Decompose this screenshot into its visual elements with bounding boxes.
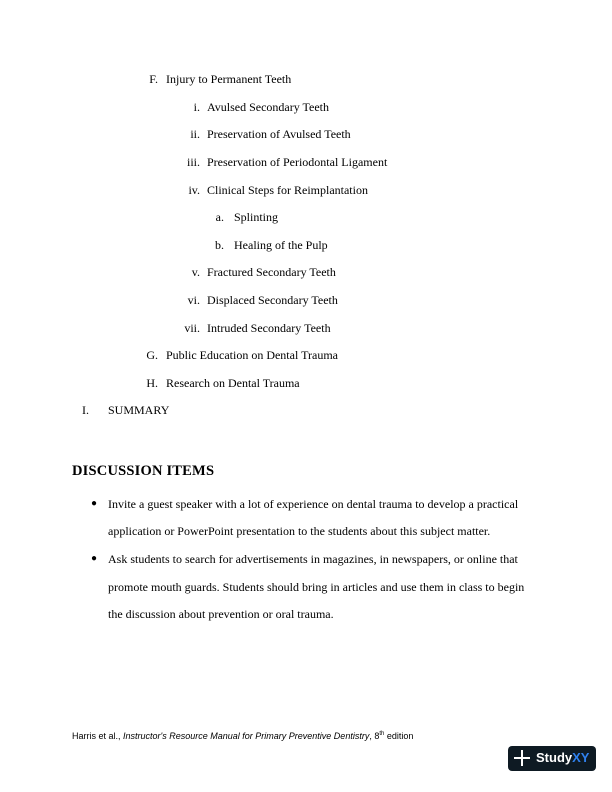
discussion-item-2-line-2: promote mouth guards. Students should bring in articles and use them in class to begin: [108, 580, 525, 594]
outline-marker-iv-b: b.: [215, 238, 224, 252]
discussion-item-1-line-1: Invite a guest speaker with a lot of experience on dental trauma to develop a practical: [108, 497, 519, 511]
outline-item-f-iii: Preservation of Periodontal Ligament: [207, 155, 388, 169]
outline-item-iv-a: Splinting: [234, 210, 279, 224]
outline-marker-h: H.: [146, 376, 158, 390]
discussion-item-2-line-1: Ask students to search for advertisements in magazines, in newspapers, or online that: [108, 552, 518, 566]
outline-marker-f: F.: [149, 72, 158, 86]
discussion-item-1-line-2: application or PowerPoint presentation to the students about this subject matter.: [108, 524, 491, 538]
studyxy-badge[interactable]: [508, 746, 596, 771]
outline-marker-f-vii: vii.: [184, 321, 200, 335]
outline-item-f-iv: Clinical Steps for Reimplantation: [207, 183, 368, 197]
bullet-icon: ●: [91, 498, 98, 509]
footer-separator: , 8: [369, 731, 380, 741]
discussion-item-2-line-3: the discussion about prevention or oral trauma.: [108, 607, 334, 621]
outline-item-f-i: Avulsed Secondary Teeth: [207, 100, 330, 114]
outline-marker-f-v: v.: [191, 265, 200, 279]
outline-marker-f-vi: vi.: [187, 293, 200, 307]
page-footer: [72, 731, 413, 741]
outline-marker-f-ii: ii.: [190, 127, 200, 141]
footer-authors: Harris et al.,: [72, 731, 124, 741]
outline-marker-g: G.: [146, 348, 158, 362]
plus-icon: [514, 750, 530, 766]
footer-edition: edition: [384, 731, 414, 741]
outline-item-f-v: Fractured Secondary Teeth: [207, 265, 336, 279]
outline-item-f-vii: Intruded Secondary Teeth: [207, 321, 331, 335]
outline-item-f-ii: Preservation of Avulsed Teeth: [207, 127, 351, 141]
footer-book-title: Instructor's Resource Manual for Primary Preventive Dentistry: [123, 731, 370, 741]
brand-prefix: Study: [536, 750, 573, 765]
outline-marker-i: I.: [82, 403, 89, 417]
outline-item-f-vi: Displaced Secondary Teeth: [207, 293, 338, 307]
discussion-heading: DISCUSSION ITEMS: [72, 463, 215, 479]
outline-marker-f-iv: iv.: [188, 183, 200, 197]
outline-item-iv-b: Healing of the Pulp: [234, 238, 328, 252]
outline-heading-summary: SUMMARY: [108, 403, 170, 417]
outline-heading-f: Injury to Permanent Teeth: [166, 72, 292, 86]
bullet-icon: ●: [91, 553, 98, 564]
footer-edition-suffix: th: [379, 731, 385, 737]
outline-marker-f-i: i.: [193, 100, 200, 114]
outline-marker-iv-a: a.: [215, 210, 224, 224]
studyxy-logo-text: [536, 750, 589, 765]
outline-marker-f-iii: iii.: [186, 155, 200, 169]
brand-suffix: XY: [572, 750, 590, 765]
outline-heading-h: Research on Dental Trauma: [166, 376, 300, 390]
outline-heading-g: Public Education on Dental Trauma: [166, 348, 338, 362]
